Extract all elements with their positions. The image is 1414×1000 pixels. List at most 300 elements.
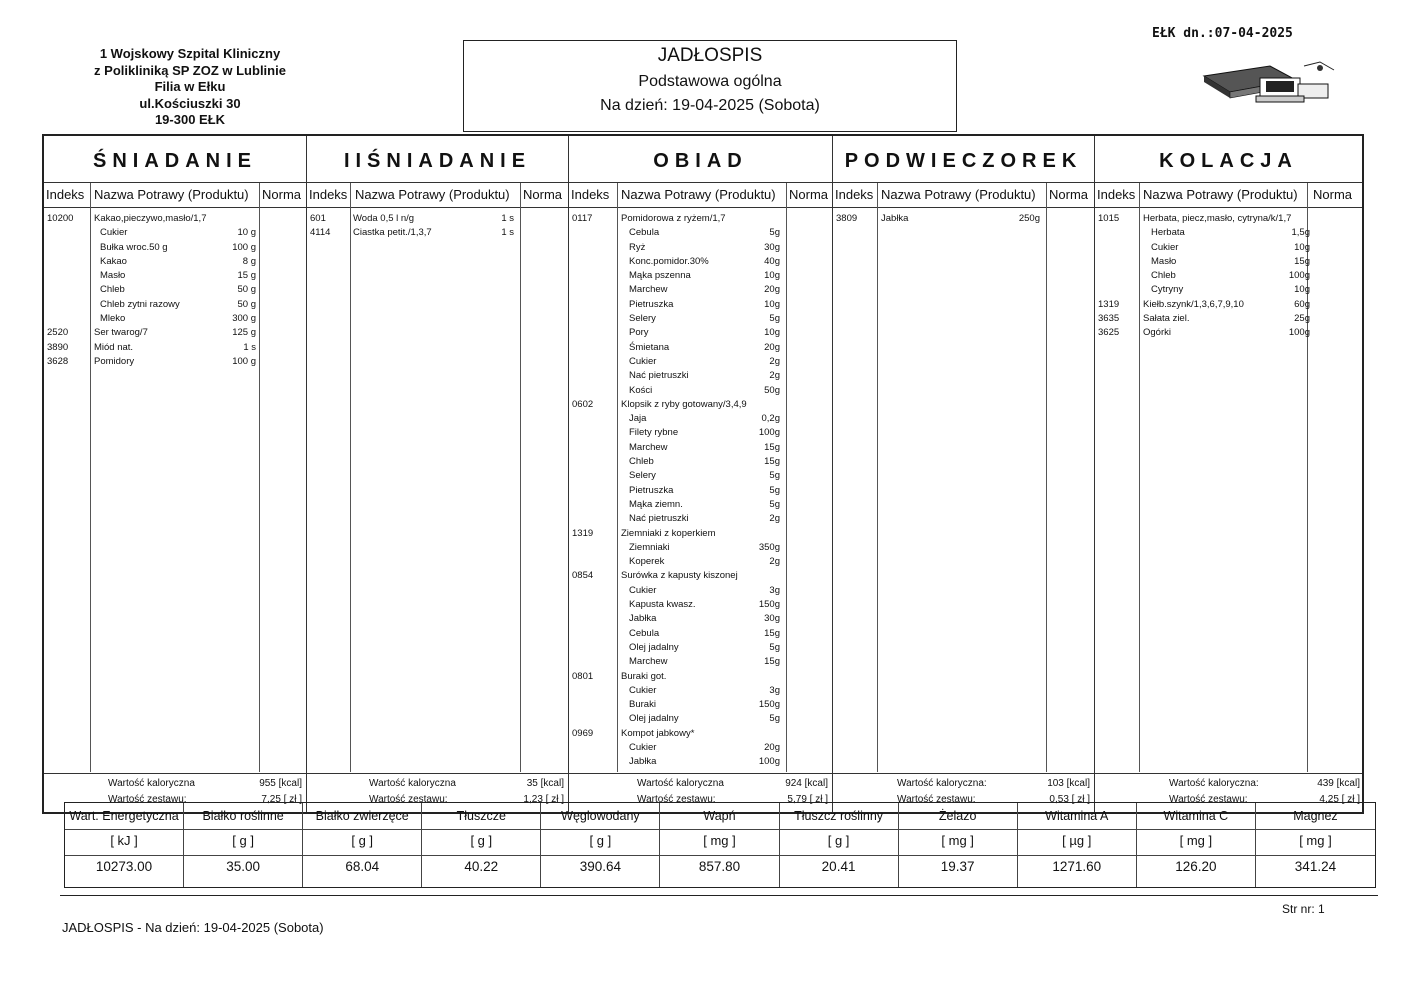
nutrition-column xyxy=(660,803,779,887)
nutrient-name: Wart. Energetyczna xyxy=(69,809,179,823)
ingredient-row xyxy=(44,226,306,240)
item-name: Ziemniaki z koperkiem xyxy=(621,527,716,539)
cost-label: Wartość zestawu: xyxy=(108,794,187,805)
item-name: Herbata, piecz,masło, cytryna/k/1,7 xyxy=(1143,213,1292,224)
item-quantity: 10g xyxy=(764,327,780,339)
nutrient-name: Magnez xyxy=(1293,809,1338,823)
nutrient-name: Wapń xyxy=(703,809,736,823)
item-name: Cebula xyxy=(629,227,660,239)
item-index: 601 xyxy=(310,213,326,224)
dish-row xyxy=(307,212,568,226)
item-name: Marchew xyxy=(629,441,668,453)
item-quantity: 10g xyxy=(1294,241,1310,253)
nutrient-unit: [ g ] xyxy=(470,833,493,848)
item-name: Bułka wroc.50 g xyxy=(100,241,168,253)
meal-items xyxy=(569,212,832,770)
header-index: Indeks xyxy=(46,187,85,202)
item-quantity: 2g xyxy=(769,556,780,568)
item-quantity: 10g xyxy=(1294,284,1310,296)
nutrient-value: 19.37 xyxy=(940,859,975,874)
ingredient-row xyxy=(569,298,832,312)
item-quantity: 15g xyxy=(764,656,780,668)
item-quantity: 300 g xyxy=(232,313,256,325)
kcal-value: 439 [kcal] xyxy=(1317,778,1360,789)
item-name: Cytryny xyxy=(1151,284,1184,296)
header-index: Indeks xyxy=(571,187,610,202)
ingredient-row xyxy=(569,698,832,712)
item-name: Ryż xyxy=(629,241,646,253)
meal-title: KOLACJA xyxy=(1095,140,1362,183)
dish-row xyxy=(1095,212,1362,226)
nutrient-value: 341.24 xyxy=(1294,859,1337,874)
meal-items xyxy=(44,212,306,369)
ingredient-row xyxy=(569,441,832,455)
nutrition-column xyxy=(1256,803,1375,887)
nutrition-column xyxy=(65,803,184,887)
item-name: Herbata xyxy=(1151,227,1185,239)
ingredient-row xyxy=(569,755,832,769)
item-quantity: 3g xyxy=(769,684,780,696)
ingredient-row xyxy=(44,298,306,312)
item-index: 0801 xyxy=(572,670,594,682)
column-headers xyxy=(833,183,1094,208)
ingredient-row xyxy=(569,455,832,469)
dish-row xyxy=(307,226,568,240)
cost-label: Wartość zestawu: xyxy=(1169,794,1248,805)
item-quantity: 40g xyxy=(764,255,780,267)
item-quantity: 100 g xyxy=(232,355,256,367)
cost-value: 5,79 [ zł ] xyxy=(787,794,828,805)
hospital-line: z Polikliniką SP ZOZ w Lublinie xyxy=(94,62,286,78)
item-name: Pomidory xyxy=(94,355,135,367)
item-index: 1015 xyxy=(1098,213,1120,224)
item-name: Mąka pszenna xyxy=(629,270,691,282)
ingredient-row xyxy=(44,269,306,283)
item-quantity: 1 s xyxy=(243,341,256,353)
item-quantity: 2g xyxy=(769,370,780,382)
nutrient-value: 390.64 xyxy=(579,859,622,874)
item-name: Pietruszka xyxy=(629,298,674,310)
item-quantity: 15g xyxy=(1294,255,1310,267)
item-name: Chleb xyxy=(100,284,125,296)
meal-items xyxy=(1095,212,1362,341)
ingredient-row xyxy=(44,255,306,269)
item-quantity: 30g xyxy=(764,241,780,253)
hospital-line: 19-300 EŁK xyxy=(154,112,226,127)
nutrient-unit: [ g ] xyxy=(589,833,612,848)
item-index: 3628 xyxy=(47,355,69,367)
nutrition-column xyxy=(422,803,541,887)
item-quantity: 2g xyxy=(769,355,780,367)
header-name: Nazwa Potrawy (Produktu) xyxy=(621,187,776,202)
ingredient-row xyxy=(569,741,832,755)
meal-items xyxy=(833,212,1094,226)
diet-name: Podstawowa ogólna xyxy=(638,73,782,90)
ingredient-row xyxy=(569,312,832,326)
ingredient-row xyxy=(569,627,832,641)
item-quantity: 5g xyxy=(769,713,780,725)
hospital-address xyxy=(60,46,320,129)
ingredient-row xyxy=(569,426,832,440)
ingredient-row xyxy=(1095,255,1362,269)
item-index: 3635 xyxy=(1098,313,1120,325)
item-name: Śmietana xyxy=(629,341,670,353)
item-index: 2520 xyxy=(47,327,69,339)
page-number: Str nr: 1 xyxy=(1282,902,1325,916)
item-name: Chleb zytni razowy xyxy=(100,298,180,310)
nutrient-unit: [ mg ] xyxy=(1179,833,1213,848)
header-norm: Norma xyxy=(1313,187,1353,202)
item-quantity: 5g xyxy=(769,313,780,325)
header-index: Indeks xyxy=(309,187,348,202)
item-name: Cukier xyxy=(629,355,657,367)
item-quantity: 1 s xyxy=(501,227,514,239)
nutrient-name: Białko zwierzęce xyxy=(315,809,409,823)
item-quantity: 100g xyxy=(1288,327,1310,339)
nutrient-unit: [ g ] xyxy=(232,833,254,848)
item-quantity: 50 g xyxy=(237,298,256,310)
ingredient-row xyxy=(569,684,832,698)
menu-date: Na dzień: 19-04-2025 (Sobota) xyxy=(600,97,820,114)
item-name: Koperek xyxy=(629,556,665,568)
ingredient-row xyxy=(569,712,832,726)
ingredient-row xyxy=(1095,226,1362,240)
nutrient-unit: [ mg ] xyxy=(1299,833,1332,848)
ingredient-row xyxy=(569,641,832,655)
dish-row xyxy=(44,212,306,226)
header-name: Nazwa Potrawy (Produktu) xyxy=(94,187,249,202)
dish-row xyxy=(1095,298,1362,312)
item-index: 1319 xyxy=(572,527,594,539)
item-quantity: 20g xyxy=(764,341,780,353)
column-headers xyxy=(1095,183,1362,208)
item-quantity: 10g xyxy=(764,298,780,310)
item-name: Selery xyxy=(629,470,656,482)
nutrient-value: 20.41 xyxy=(821,859,856,874)
nutrient-value: 68.04 xyxy=(345,859,380,874)
ingredient-row xyxy=(569,655,832,669)
cost-value: 0,53 [ zł ] xyxy=(1049,794,1090,805)
footer-divider xyxy=(60,895,1378,896)
ingredient-row xyxy=(569,384,832,398)
document-title: JADŁOSPIS xyxy=(657,45,763,66)
ingredient-row xyxy=(569,598,832,612)
cost-label: Wartość zestawu: xyxy=(637,794,716,805)
cost-value: 1,23 [ zł ] xyxy=(523,794,564,805)
item-quantity: 1 s xyxy=(501,213,514,224)
meal-title: IIŚNIADANIE xyxy=(307,140,568,183)
book-computer-icon xyxy=(1200,58,1340,106)
item-name: Cukier xyxy=(100,227,128,239)
dish-row xyxy=(1095,312,1362,326)
ingredient-row xyxy=(569,541,832,555)
meal-column-obiad xyxy=(569,136,833,812)
nutrient-value: 40.22 xyxy=(464,859,499,874)
ingredient-row xyxy=(1095,283,1362,297)
hospital-line: 1 Wojskowy Szpital Kliniczny xyxy=(99,46,281,61)
item-name: Pomidorowa z ryżem/1,7 xyxy=(621,213,726,224)
nutrient-name: Węglowodany xyxy=(561,809,640,823)
ingredient-row xyxy=(569,326,832,340)
item-index: 0854 xyxy=(572,570,594,582)
ingredient-row xyxy=(569,269,832,283)
nutrient-name: Tłuszcze xyxy=(456,809,506,823)
item-name: Mąka ziemn. xyxy=(629,498,683,510)
dish-row xyxy=(569,670,832,684)
item-name: Cukier xyxy=(629,684,657,696)
header-norm: Norma xyxy=(789,187,829,202)
item-index: 1319 xyxy=(1098,298,1120,310)
item-name: Pietruszka xyxy=(629,484,674,496)
ingredient-row xyxy=(569,498,832,512)
item-quantity: 150g xyxy=(758,699,780,711)
header-name: Nazwa Potrawy (Produktu) xyxy=(1143,187,1298,202)
item-quantity: 20g xyxy=(764,741,780,753)
item-name: Kiełb.szynk/1,3,6,7,9,10 xyxy=(1143,298,1244,310)
item-name: Cukier xyxy=(629,741,657,753)
kcal-label: Wartość kaloryczna xyxy=(637,778,724,789)
nutrient-unit: [ µg ] xyxy=(1062,833,1092,848)
nutrient-value: 35.00 xyxy=(226,859,261,874)
item-quantity: 1,5g xyxy=(1291,227,1310,239)
item-name: Kakao xyxy=(100,255,127,267)
item-name: Marchew xyxy=(629,656,668,668)
item-name: Cebula xyxy=(629,627,660,639)
item-name: Filety rybne xyxy=(629,427,679,439)
ingredient-row xyxy=(569,241,832,255)
nutrient-unit: [ mg ] xyxy=(941,833,974,848)
dish-row xyxy=(569,527,832,541)
item-name: Chleb xyxy=(629,456,654,468)
item-index: 3890 xyxy=(47,341,69,353)
kcal-label: Wartość kaloryczna: xyxy=(1169,778,1259,789)
item-name: Chleb xyxy=(1151,270,1176,282)
item-name: Nać pietruszki xyxy=(629,513,689,525)
kcal-label: Wartość kaloryczna: xyxy=(897,778,987,789)
ingredient-row xyxy=(569,555,832,569)
item-name: Konc.pomidor.30% xyxy=(629,255,709,267)
meal-title: OBIAD xyxy=(569,140,832,183)
hospital-line: ul.Kościuszki 30 xyxy=(139,95,241,111)
item-index: 0602 xyxy=(572,398,594,410)
item-name: Masło xyxy=(1151,255,1177,267)
header-index: Indeks xyxy=(835,187,874,202)
item-name: Nać pietruszki xyxy=(629,370,689,382)
nutrition-column xyxy=(184,803,303,887)
ingredient-row xyxy=(44,283,306,297)
ingredient-row xyxy=(1095,241,1362,255)
item-index: 3809 xyxy=(836,213,858,224)
dish-row xyxy=(569,569,832,583)
item-quantity: 100g xyxy=(758,756,780,768)
item-quantity: 350g xyxy=(758,541,780,553)
nutrient-name: Białko roślinne xyxy=(202,809,284,823)
dish-row xyxy=(569,727,832,741)
ingredient-row xyxy=(44,241,306,255)
item-quantity: 15g xyxy=(764,456,780,468)
column-headers xyxy=(569,183,832,208)
item-quantity: 2g xyxy=(769,513,780,525)
cost-value: 4,25 [ zł ] xyxy=(1319,794,1360,805)
item-quantity: 5g xyxy=(769,470,780,482)
item-quantity: 0,2g xyxy=(761,413,780,425)
header-index: Indeks xyxy=(1097,187,1136,202)
nutrition-column xyxy=(899,803,1018,887)
ingredient-row xyxy=(569,469,832,483)
item-name: Kakao,pieczywo,masło/1,7 xyxy=(94,213,207,224)
item-name: Buraki xyxy=(629,699,656,711)
item-quantity: 60g xyxy=(1294,298,1310,310)
item-quantity: 100g xyxy=(758,427,780,439)
item-index: 0117 xyxy=(572,213,593,224)
item-quantity: 5g xyxy=(769,641,780,653)
item-index: 10200 xyxy=(47,213,74,224)
nutrient-unit: [ mg ] xyxy=(703,833,736,848)
ingredient-row xyxy=(569,283,832,297)
column-headers xyxy=(44,183,306,208)
kcal-value: 924 [kcal] xyxy=(785,778,828,789)
ingredient-row xyxy=(569,355,832,369)
meal-column-kolacja xyxy=(1095,136,1362,812)
item-name: Mleko xyxy=(100,313,126,325)
item-quantity: 25g xyxy=(1294,313,1310,325)
footer-text: JADŁOSPIS - Na dzień: 19-04-2025 (Sobota) xyxy=(62,920,324,935)
kcal-value: 35 [kcal] xyxy=(526,778,564,789)
dish-row xyxy=(569,398,832,412)
item-name: Jabłka xyxy=(629,756,657,768)
meal-title: PODWIECZOREK xyxy=(833,140,1094,183)
header-name: Nazwa Potrawy (Produktu) xyxy=(355,187,510,202)
item-name: Woda 0,5 l n/g xyxy=(353,213,415,224)
header-name: Nazwa Potrawy (Produktu) xyxy=(881,187,1036,202)
item-index: 0969 xyxy=(572,727,594,739)
nutrition-column xyxy=(1137,803,1256,887)
item-name: Ziemniaki xyxy=(629,541,670,553)
ingredient-row xyxy=(44,312,306,326)
nutrition-table xyxy=(64,802,1376,888)
item-name: Sałata ziel. xyxy=(1143,313,1190,325)
hospital-line: Filia w Ełku xyxy=(154,79,226,94)
item-name: Marchew xyxy=(629,284,668,296)
cost-value: 7,25 [ zł ] xyxy=(261,794,302,805)
item-name: Ser twarog/7 xyxy=(94,327,148,339)
ingredient-row xyxy=(569,369,832,383)
item-name: Olej jadalny xyxy=(629,641,679,653)
item-name: Buraki got. xyxy=(621,670,667,682)
item-quantity: 10g xyxy=(764,270,780,282)
nutrient-name: Witamina C xyxy=(1163,809,1229,823)
dish-row xyxy=(1095,326,1362,340)
meal-column-ii-sniadanie xyxy=(307,136,569,812)
header-norm: Norma xyxy=(1049,187,1089,202)
ingredient-row xyxy=(569,255,832,269)
item-name: Masło xyxy=(100,270,126,282)
dish-row xyxy=(44,341,306,355)
item-name: Klopsik z ryby gotowany/3,4,9 xyxy=(621,398,747,410)
nutrition-column xyxy=(303,803,422,887)
ingredient-row xyxy=(569,412,832,426)
nutrient-name: Witamina A xyxy=(1045,809,1109,823)
ingredient-row xyxy=(569,226,832,240)
item-quantity: 8 g xyxy=(242,255,256,267)
nutrient-name: Żelazo xyxy=(938,809,977,823)
item-name: Miód nat. xyxy=(94,341,134,353)
ingredient-row xyxy=(569,584,832,598)
nutrient-unit: [ g ] xyxy=(827,833,850,848)
menu-table xyxy=(42,134,1364,814)
cost-label: Wartość zestawu: xyxy=(897,794,976,805)
item-name: Cukier xyxy=(629,584,657,596)
item-quantity: 100g xyxy=(1288,270,1310,282)
dish-row xyxy=(44,355,306,369)
nutrient-value: 857.80 xyxy=(698,859,741,874)
item-quantity: 15g xyxy=(764,627,780,639)
kcal-label: Wartość kaloryczna xyxy=(108,778,195,789)
nutrient-unit: [ kJ ] xyxy=(110,833,138,848)
nutrition-column xyxy=(1018,803,1137,887)
ingredient-row xyxy=(569,484,832,498)
meal-column-sniadanie xyxy=(44,136,307,812)
item-name: Surówka z kapusty kiszonej xyxy=(621,570,738,582)
nutrient-value: 126.20 xyxy=(1175,859,1217,874)
header-norm: Norma xyxy=(523,187,563,202)
nutrient-name: Tłuszcz roślinny xyxy=(794,809,884,823)
item-quantity: 10 g xyxy=(237,227,256,239)
dish-row xyxy=(44,326,306,340)
item-name: Ogórki xyxy=(1143,327,1171,339)
item-quantity: 5g xyxy=(769,498,780,510)
title-box xyxy=(463,40,957,132)
item-quantity: 15g xyxy=(764,441,780,453)
print-date: EŁK dn.:07-04-2025 xyxy=(1152,26,1293,41)
item-name: Jaja xyxy=(629,413,647,425)
ingredient-row xyxy=(569,512,832,526)
item-quantity: 5g xyxy=(769,227,780,239)
item-name: Pory xyxy=(629,327,649,339)
item-quantity: 50 g xyxy=(237,284,256,296)
column-headers xyxy=(307,183,568,208)
item-name: Ciastka petit./1,3,7 xyxy=(353,227,432,239)
meal-column-podwieczorek xyxy=(833,136,1095,812)
item-quantity: 15 g xyxy=(237,270,256,282)
item-index: 4114 xyxy=(310,227,331,239)
kcal-value: 955 [kcal] xyxy=(259,778,302,789)
header-norm: Norma xyxy=(262,187,302,202)
item-name: Kapusta kwasz. xyxy=(629,599,696,611)
nutrition-column xyxy=(541,803,660,887)
item-name: Olej jadalny xyxy=(629,713,679,725)
item-quantity: 5g xyxy=(769,484,780,496)
item-name: Jabłka xyxy=(881,213,909,224)
ingredient-row xyxy=(569,341,832,355)
item-quantity: 50g xyxy=(764,384,780,396)
nutrition-column xyxy=(780,803,899,887)
item-index: 3625 xyxy=(1098,327,1120,339)
item-name: Kompot jabkowy* xyxy=(621,727,695,739)
nutrient-unit: [ g ] xyxy=(351,833,374,848)
item-name: Jabłka xyxy=(629,613,657,625)
ingredient-row xyxy=(1095,269,1362,283)
item-quantity: 125 g xyxy=(232,327,256,339)
nutrient-value: 1271.60 xyxy=(1052,859,1102,874)
meal-title: ŚNIADANIE xyxy=(44,140,306,183)
cost-label: Wartość zestawu: xyxy=(369,794,448,805)
kcal-value: 103 [kcal] xyxy=(1047,778,1090,789)
item-quantity: 250g xyxy=(1018,213,1040,224)
item-quantity: 150g xyxy=(758,599,780,611)
dish-row xyxy=(833,212,1094,226)
nutrient-value: 10273.00 xyxy=(95,859,153,874)
